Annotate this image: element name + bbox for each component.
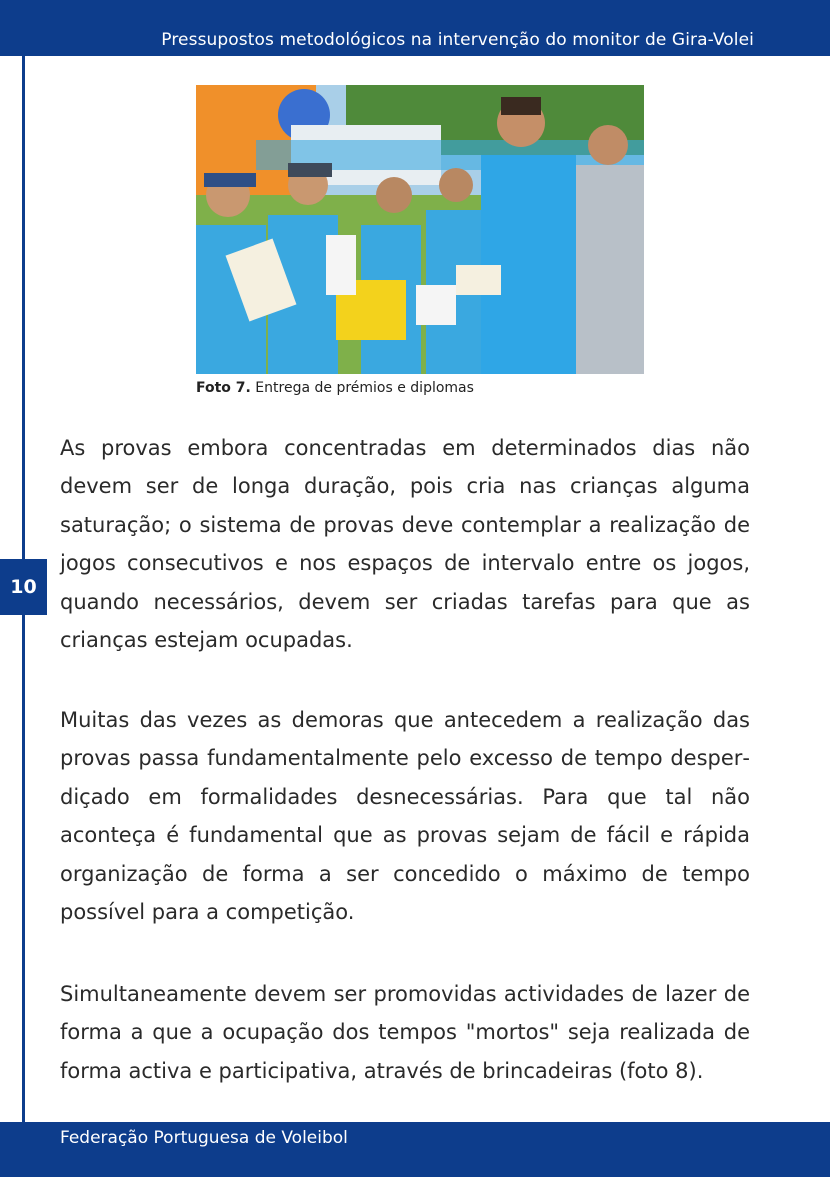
photo-caption — [196, 380, 474, 396]
page-number: 10 — [0, 559, 47, 615]
running-header-title: Pressupostos metodológicos na intervenção do monitor de Gira-Volei — [161, 30, 754, 50]
caption-label: Foto 7. — [196, 380, 251, 396]
paragraph-3: Simultaneamente devem ser promovidas actividades de lazer de forma a que a ocupação dos tempos "mortos" seja realizada de forma activa e participativa, através de brincadeiras (foto 8). — [60, 982, 750, 1083]
paragraph-2: Muitas das vezes as demoras que antecedem a realização das provas passa fundamentalmente pelo excesso de tempo desperdiçado em formalidades desnecessárias. Para que tal não aconteça é fundamental que as provas sejam de fácil e rápida organização de forma a ser concedido o máximo de tempo possível para a competição. — [60, 708, 750, 925]
photo-illustration — [196, 85, 644, 374]
caption-text: Entrega de prémios e diplomas — [250, 380, 474, 396]
award-ceremony-photo — [196, 85, 644, 374]
footer-text: Federação Portuguesa de Voleibol — [60, 1128, 348, 1148]
paragraph-1: As provas embora concentradas em determinados dias não devem ser de longa duração, pois cria nas crianças alguma saturação; o sistema de provas deve contemplar a realização de jogos consecutivos e nos espaços de intervalo entre os jogos, quando necessários, devem ser criadas tarefas para que as crianças estejam ocupadas. — [60, 436, 750, 653]
